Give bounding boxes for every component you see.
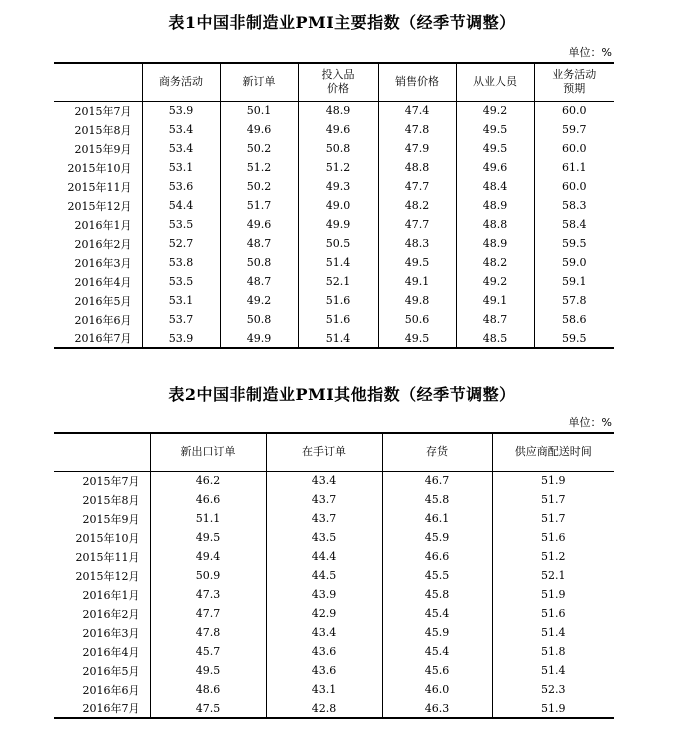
table-cell: 50.8 xyxy=(220,310,298,329)
table-cell: 47.8 xyxy=(378,120,456,139)
table-cell: 48.2 xyxy=(378,196,456,215)
table-cell: 43.7 xyxy=(266,509,382,528)
table-cell: 58.3 xyxy=(534,196,614,215)
table-cell: 51.9 xyxy=(492,585,614,604)
table-cell: 45.6 xyxy=(382,661,492,680)
table-row xyxy=(54,547,614,566)
table2-title: 表2中国非制造业PMI其他指数（经季节调整） xyxy=(168,385,516,404)
table-cell: 51.4 xyxy=(298,253,378,272)
table-cell: 50.2 xyxy=(220,177,298,196)
table2 xyxy=(54,432,614,719)
table-cell: 49.1 xyxy=(456,291,534,310)
table-cell: 51.7 xyxy=(492,509,614,528)
table-cell: 50.2 xyxy=(220,139,298,158)
row-label: 2015年8月 xyxy=(82,493,140,507)
table-cell: 51.7 xyxy=(492,490,614,509)
table-cell: 48.7 xyxy=(220,272,298,291)
table2-col-header: 存货 xyxy=(382,433,492,471)
table-cell: 51.4 xyxy=(492,623,614,642)
table-cell: 59.1 xyxy=(534,272,614,291)
table-row xyxy=(54,642,614,661)
table-cell: 45.9 xyxy=(382,528,492,547)
table-cell: 49.6 xyxy=(220,120,298,139)
table-cell: 43.6 xyxy=(266,661,382,680)
table-cell: 49.6 xyxy=(220,215,298,234)
table-row xyxy=(54,566,614,585)
table-cell: 43.5 xyxy=(266,528,382,547)
table2-col-header: 新出口订单 xyxy=(150,433,266,471)
row-label: 2015年10月 xyxy=(67,161,132,175)
table-cell: 53.8 xyxy=(142,253,220,272)
table-cell: 49.1 xyxy=(378,272,456,291)
table-row xyxy=(54,699,614,718)
table-row xyxy=(54,234,614,253)
table-cell: 42.8 xyxy=(266,699,382,718)
table2-col-header: 在手订单 xyxy=(266,433,382,471)
table-cell: 48.3 xyxy=(378,234,456,253)
table1-body xyxy=(54,101,614,348)
table-cell: 58.6 xyxy=(534,310,614,329)
table-cell: 44.5 xyxy=(266,566,382,585)
table-cell: 49.4 xyxy=(150,547,266,566)
table-cell: 47.8 xyxy=(150,623,266,642)
table-cell: 46.6 xyxy=(382,547,492,566)
table-cell: 50.8 xyxy=(220,253,298,272)
table-cell: 45.9 xyxy=(382,623,492,642)
table-cell: 53.1 xyxy=(142,291,220,310)
table-row xyxy=(54,329,614,348)
table-row xyxy=(54,139,614,158)
table-cell: 43.7 xyxy=(266,490,382,509)
table-row xyxy=(54,120,614,139)
table-row xyxy=(54,196,614,215)
table-cell: 50.1 xyxy=(220,101,298,120)
table-cell: 48.9 xyxy=(298,101,378,120)
table-cell: 46.6 xyxy=(150,490,266,509)
table-cell: 50.9 xyxy=(150,566,266,585)
row-label: 2016年2月 xyxy=(82,607,140,621)
row-label: 2016年1月 xyxy=(74,218,132,232)
row-label: 2016年6月 xyxy=(82,683,140,697)
table-cell: 47.7 xyxy=(378,177,456,196)
row-label: 2015年7月 xyxy=(82,474,140,488)
table-cell: 49.8 xyxy=(378,291,456,310)
table-row xyxy=(54,177,614,196)
table-cell: 47.3 xyxy=(150,585,266,604)
table-cell: 60.0 xyxy=(534,101,614,120)
table-row xyxy=(54,158,614,177)
table-cell: 51.1 xyxy=(150,509,266,528)
table-cell: 48.6 xyxy=(150,680,266,699)
table-cell: 53.4 xyxy=(142,139,220,158)
table-row xyxy=(54,490,614,509)
table-cell: 51.8 xyxy=(492,642,614,661)
table-cell: 49.3 xyxy=(298,177,378,196)
table-cell: 49.9 xyxy=(220,329,298,348)
table-cell: 49.9 xyxy=(298,215,378,234)
table-row xyxy=(54,604,614,623)
table-cell: 48.2 xyxy=(456,253,534,272)
table2-unit: 单位：% xyxy=(568,416,612,429)
table-cell: 51.6 xyxy=(492,604,614,623)
table-row xyxy=(54,272,614,291)
table-row xyxy=(54,310,614,329)
table-cell: 51.2 xyxy=(220,158,298,177)
table-cell: 43.1 xyxy=(266,680,382,699)
row-label: 2016年6月 xyxy=(74,313,132,327)
row-label: 2015年10月 xyxy=(75,531,140,545)
table-cell: 59.0 xyxy=(534,253,614,272)
table-cell: 45.4 xyxy=(382,642,492,661)
row-label: 2016年3月 xyxy=(74,256,132,270)
table-row xyxy=(54,509,614,528)
table-cell: 51.7 xyxy=(220,196,298,215)
table-cell: 45.8 xyxy=(382,490,492,509)
table-row xyxy=(54,215,614,234)
row-label: 2016年7月 xyxy=(74,332,132,345)
table-cell: 47.9 xyxy=(378,139,456,158)
table-cell: 50.6 xyxy=(378,310,456,329)
table-cell: 48.4 xyxy=(456,177,534,196)
table-cell: 51.2 xyxy=(298,158,378,177)
table-cell: 49.0 xyxy=(298,196,378,215)
row-label: 2016年3月 xyxy=(82,626,140,640)
row-label: 2016年4月 xyxy=(82,645,140,659)
table-cell: 49.5 xyxy=(456,139,534,158)
table2-header-row xyxy=(54,433,614,471)
table-cell: 60.0 xyxy=(534,139,614,158)
table-cell: 46.0 xyxy=(382,680,492,699)
table-cell: 47.7 xyxy=(378,215,456,234)
table-cell: 53.9 xyxy=(142,101,220,120)
table-cell: 46.3 xyxy=(382,699,492,718)
table1-title: 表1中国非制造业PMI主要指数（经季节调整） xyxy=(168,13,516,32)
table-cell: 52.3 xyxy=(492,680,614,699)
table-cell: 48.9 xyxy=(456,196,534,215)
row-label: 2016年1月 xyxy=(82,588,140,602)
table2-col-header: 供应商配送时间 xyxy=(492,433,614,471)
table-cell: 42.9 xyxy=(266,604,382,623)
table-row xyxy=(54,253,614,272)
table-cell: 49.6 xyxy=(456,158,534,177)
table-cell: 43.9 xyxy=(266,585,382,604)
table-cell: 57.8 xyxy=(534,291,614,310)
table-cell: 54.4 xyxy=(142,196,220,215)
table-cell: 51.6 xyxy=(298,310,378,329)
table1-col-header xyxy=(54,63,142,101)
table-cell: 48.8 xyxy=(456,215,534,234)
table-cell: 45.8 xyxy=(382,585,492,604)
table-cell: 53.4 xyxy=(142,120,220,139)
row-label: 2015年11月 xyxy=(75,550,140,564)
table-row xyxy=(54,291,614,310)
table-cell: 51.9 xyxy=(492,699,614,718)
table-cell: 51.9 xyxy=(492,471,614,490)
table-cell: 53.6 xyxy=(142,177,220,196)
row-label: 2016年5月 xyxy=(74,294,132,308)
table-cell: 46.2 xyxy=(150,471,266,490)
table-cell: 53.1 xyxy=(142,158,220,177)
table-cell: 43.4 xyxy=(266,471,382,490)
table-cell: 52.1 xyxy=(298,272,378,291)
row-label: 2016年5月 xyxy=(82,664,140,678)
table-cell: 61.1 xyxy=(534,158,614,177)
table1-col-header: 新订单 xyxy=(220,63,298,101)
table1-header-row xyxy=(54,63,614,101)
table-cell: 52.1 xyxy=(492,566,614,585)
row-label: 2016年7月 xyxy=(82,702,140,715)
table-cell: 51.4 xyxy=(492,661,614,680)
table-cell: 43.4 xyxy=(266,623,382,642)
table-cell: 47.7 xyxy=(150,604,266,623)
table-cell: 48.9 xyxy=(456,234,534,253)
table-cell: 53.7 xyxy=(142,310,220,329)
table2-col-header xyxy=(54,433,150,471)
table-cell: 51.2 xyxy=(492,547,614,566)
row-label: 2015年12月 xyxy=(75,569,140,583)
table-cell: 48.7 xyxy=(220,234,298,253)
table-cell: 59.5 xyxy=(534,329,614,348)
table1 xyxy=(54,62,614,349)
row-label: 2015年11月 xyxy=(67,180,132,194)
table-row xyxy=(54,680,614,699)
table-cell: 46.7 xyxy=(382,471,492,490)
table-cell: 46.1 xyxy=(382,509,492,528)
table-row xyxy=(54,471,614,490)
table-cell: 49.5 xyxy=(456,120,534,139)
table-cell: 51.6 xyxy=(492,528,614,547)
table-cell: 51.4 xyxy=(298,329,378,348)
row-label: 2015年8月 xyxy=(74,123,132,137)
table-cell: 60.0 xyxy=(534,177,614,196)
row-label: 2015年9月 xyxy=(74,142,132,156)
row-label: 2015年12月 xyxy=(67,199,132,213)
table-cell: 49.5 xyxy=(150,661,266,680)
table-cell: 49.2 xyxy=(456,101,534,120)
table-cell: 49.2 xyxy=(220,291,298,310)
table-cell: 48.7 xyxy=(456,310,534,329)
table-cell: 49.6 xyxy=(298,120,378,139)
table-row xyxy=(54,528,614,547)
table-cell: 48.8 xyxy=(378,158,456,177)
table-cell: 59.7 xyxy=(534,120,614,139)
table-row xyxy=(54,623,614,642)
table2-body xyxy=(54,471,614,718)
table1-col-header: 投入品 价格 xyxy=(298,63,378,101)
table1-col-header: 商务活动 xyxy=(142,63,220,101)
table-cell: 49.5 xyxy=(150,528,266,547)
table-cell: 49.5 xyxy=(378,253,456,272)
table-cell: 45.5 xyxy=(382,566,492,585)
table-row xyxy=(54,101,614,120)
table-cell: 53.9 xyxy=(142,329,220,348)
table-row xyxy=(54,661,614,680)
table-cell: 50.5 xyxy=(298,234,378,253)
row-label: 2015年7月 xyxy=(74,104,132,118)
table-cell: 49.2 xyxy=(456,272,534,291)
table-cell: 45.7 xyxy=(150,642,266,661)
table1-col-header: 销售价格 xyxy=(378,63,456,101)
table1-col-header: 业务活动 预期 xyxy=(534,63,614,101)
table-cell: 48.5 xyxy=(456,329,534,348)
table-cell: 53.5 xyxy=(142,215,220,234)
table-cell: 47.4 xyxy=(378,101,456,120)
table-cell: 53.5 xyxy=(142,272,220,291)
table-cell: 47.5 xyxy=(150,699,266,718)
table-cell: 58.4 xyxy=(534,215,614,234)
row-label: 2016年2月 xyxy=(74,237,132,251)
table1-col-header: 从业人员 xyxy=(456,63,534,101)
table1-unit: 单位：% xyxy=(568,46,612,59)
row-label: 2015年9月 xyxy=(82,512,140,526)
table-cell: 59.5 xyxy=(534,234,614,253)
table-cell: 45.4 xyxy=(382,604,492,623)
table-cell: 51.6 xyxy=(298,291,378,310)
table-cell: 44.4 xyxy=(266,547,382,566)
table-cell: 49.5 xyxy=(378,329,456,348)
table-row xyxy=(54,585,614,604)
table-cell: 52.7 xyxy=(142,234,220,253)
table-cell: 43.6 xyxy=(266,642,382,661)
row-label: 2016年4月 xyxy=(74,275,132,289)
table-cell: 50.8 xyxy=(298,139,378,158)
